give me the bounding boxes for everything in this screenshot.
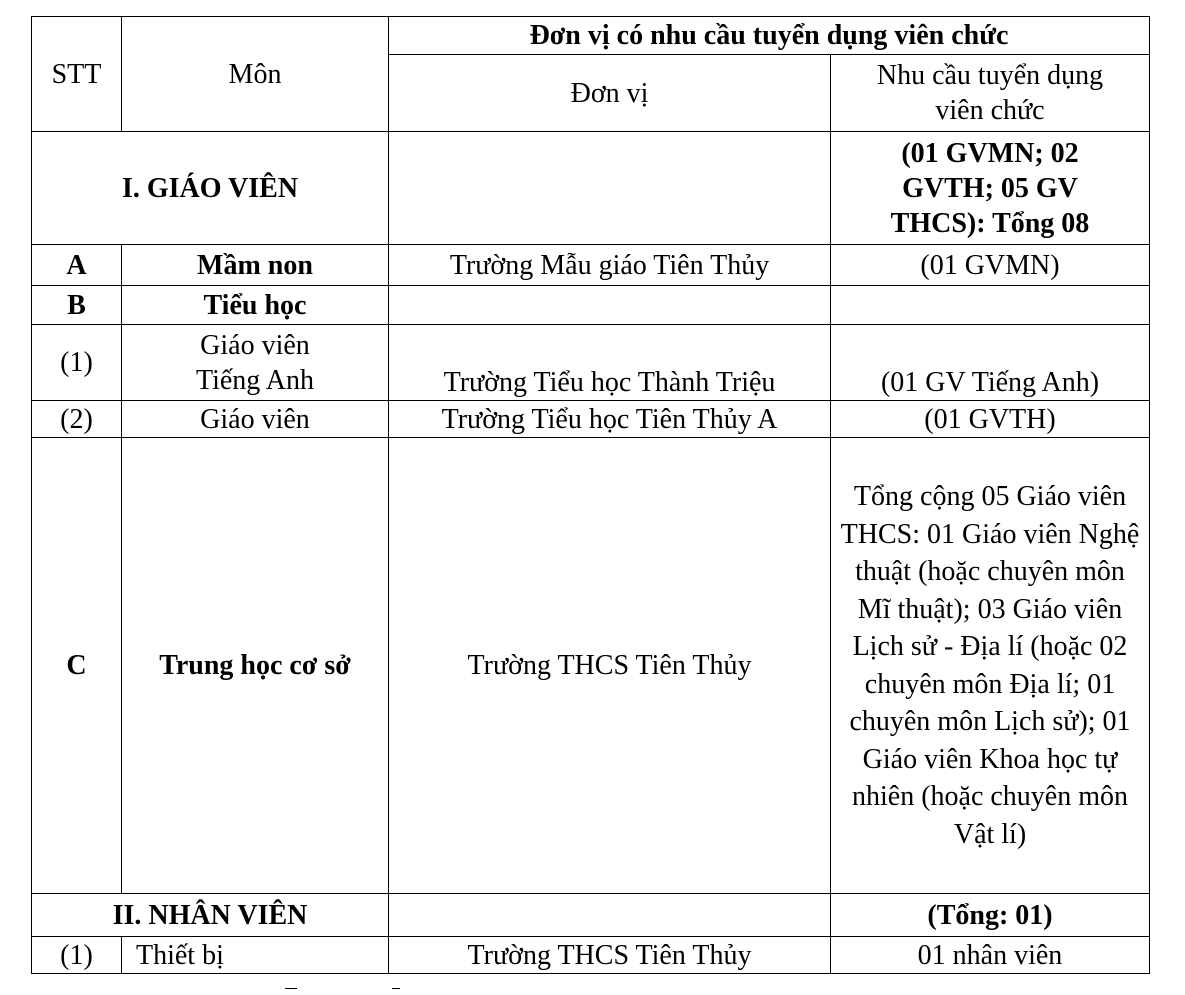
header-mon: Môn	[122, 17, 389, 132]
cropped-next-line	[0, 988, 1185, 995]
header-stt: STT	[32, 17, 122, 132]
row-nv1-don-vi: Trường THCS Tiên Thủy	[389, 937, 831, 974]
header-don-vi: Đơn vị	[389, 55, 831, 132]
row-b-mon: Tiểu học	[122, 286, 389, 325]
row-b2-nhu-cau: (01 GVTH)	[831, 401, 1150, 438]
recruitment-table	[31, 16, 1150, 974]
row-b2-don-vi: Trường Tiểu học Tiên Thủy A	[389, 401, 831, 438]
row-b1-stt: (1)	[32, 325, 122, 401]
row-b-don-vi	[389, 286, 831, 325]
row-b-stt: B	[32, 286, 122, 325]
section-nhan-vien-unit	[389, 894, 831, 937]
row-b2-stt: (2)	[32, 401, 122, 438]
row-c-nhu-cau: Tổng cộng 05 Giáo viên THCS: 01 Giáo viên Nghệ thuật (hoặc chuyên môn Mĩ thuật); 03 Giáo viên Lịch sử - Địa lí (hoặc 02 chuyên môn Địa lí; 01 chuyên môn Lịch sử); 01 Giáo viên Khoa học tự nhiên (hoặc chuyên môn Vật lí)	[831, 438, 1150, 894]
row-a-stt: A	[32, 245, 122, 286]
row-nv1-stt: (1)	[32, 937, 122, 974]
row-nv1-nhu-cau: 01 nhân viên	[831, 937, 1150, 974]
row-b2-mon: Giáo viên	[122, 401, 389, 438]
row-b1-mon: Giáo viên Tiếng Anh	[122, 325, 389, 401]
section-giao-vien-total: (01 GVMN; 02 GVTH; 05 GV THCS): Tổng 08	[831, 132, 1150, 245]
section-giao-vien-title: I. GIÁO VIÊN	[32, 132, 389, 245]
section-nhan-vien-total: (Tổng: 01)	[831, 894, 1150, 937]
row-b-nhu-cau	[831, 286, 1150, 325]
row-a-don-vi: Trường Mẫu giáo Tiên Thủy	[389, 245, 831, 286]
row-a-mon: Mầm non	[122, 245, 389, 286]
row-c-mon: Trung học cơ sở	[122, 438, 389, 894]
row-b1-don-vi: Trường Tiểu học Thành Triệu	[389, 325, 831, 401]
header-group: Đơn vị có nhu cầu tuyển dụng viên chức	[389, 17, 1150, 55]
header-nhu-cau: Nhu cầu tuyển dụng viên chức	[831, 55, 1150, 132]
row-c-stt: C	[32, 438, 122, 894]
row-nv1-mon: Thiết bị	[122, 937, 389, 974]
section-nhan-vien-title: II. NHÂN VIÊN	[32, 894, 389, 937]
section-giao-vien-unit	[389, 132, 831, 245]
row-a-nhu-cau: (01 GVMN)	[831, 245, 1150, 286]
row-c-don-vi: Trường THCS Tiên Thủy	[389, 438, 831, 894]
row-b1-nhu-cau: (01 GV Tiếng Anh)	[831, 325, 1150, 401]
